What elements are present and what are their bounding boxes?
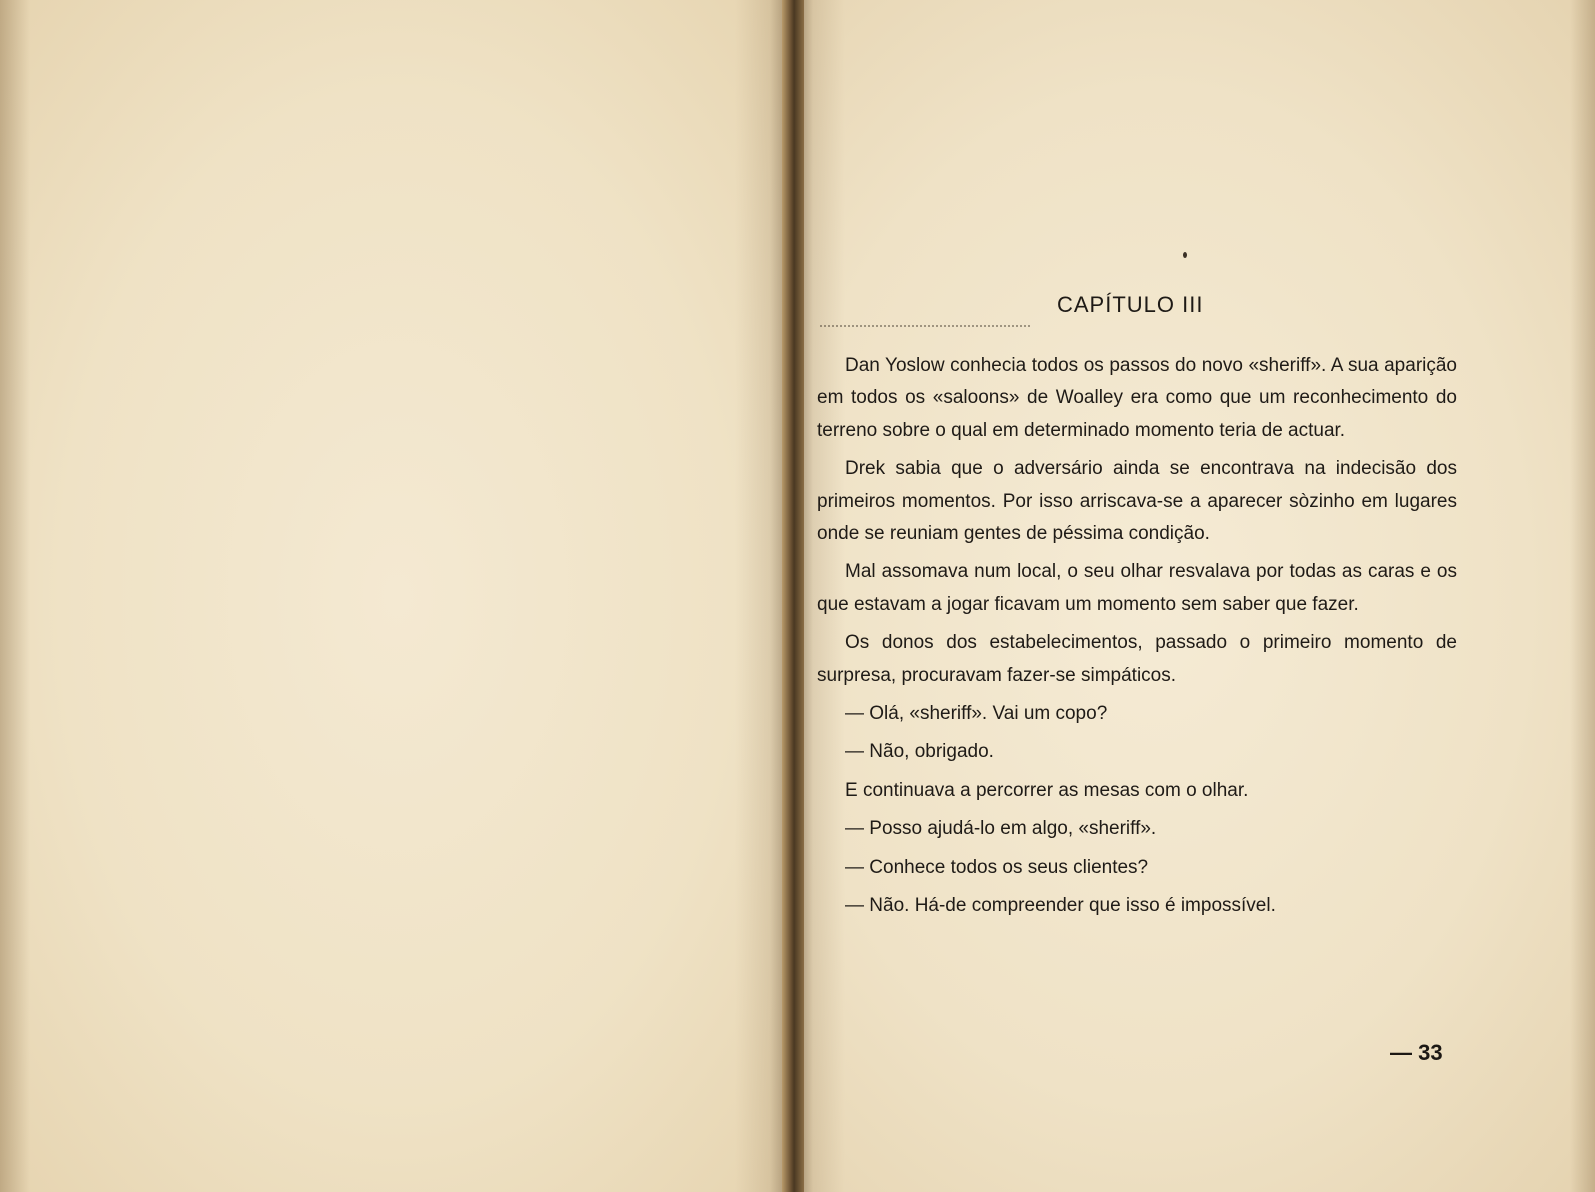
paragraph: Drek sabia que o adversário ainda se encontrava na indecisão dos primeiros momentos. Por isso arriscava-se a aparecer sòzinho em lugares onde se reuniam gentes de péssima condição. bbox=[817, 458, 1457, 545]
decorative-rule bbox=[820, 325, 1030, 331]
right-page bbox=[795, 0, 1595, 1192]
paragraph: Os donos dos estabelecimentos, passado o primeiro momento de surpresa, procuravam fazer-se simpáticos. bbox=[817, 632, 1457, 686]
dialog-line: — Olá, «sheriff». Vai um copo? bbox=[845, 703, 1108, 725]
page-number: — 33 bbox=[1390, 1040, 1443, 1065]
paragraph: Dan Yoslow conhecia todos os passos do novo «sheriff». A sua aparição em todos os «saloons» de Woalley era como que um reconhecimento do terreno sobre o qual em determinado momento teria de actuar. bbox=[817, 355, 1457, 441]
body-text bbox=[817, 350, 1457, 929]
dialog-line: — Conhece todos os seus clientes? bbox=[845, 856, 1149, 878]
dialog-line: E continuava a percorrer as mesas com o olhar. bbox=[845, 779, 1249, 801]
ink-speck bbox=[1183, 252, 1187, 258]
book-gutter bbox=[782, 0, 804, 1192]
dialog-line: — Não. Há-de compreender que isso é impossível. bbox=[845, 895, 1276, 917]
paragraph: Mal assomava num local, o seu olhar resvalava por todas as caras e os que estavam a jogar ficavam um momento sem saber que fazer. bbox=[817, 561, 1457, 615]
chapter-title: CAPÍTULO III bbox=[1057, 292, 1204, 317]
dialog-line: — Posso ajudá-lo em algo, «sheriff». bbox=[845, 818, 1157, 840]
left-page-blank bbox=[0, 0, 795, 1192]
dialog-line: — Não, obrigado. bbox=[845, 741, 994, 763]
